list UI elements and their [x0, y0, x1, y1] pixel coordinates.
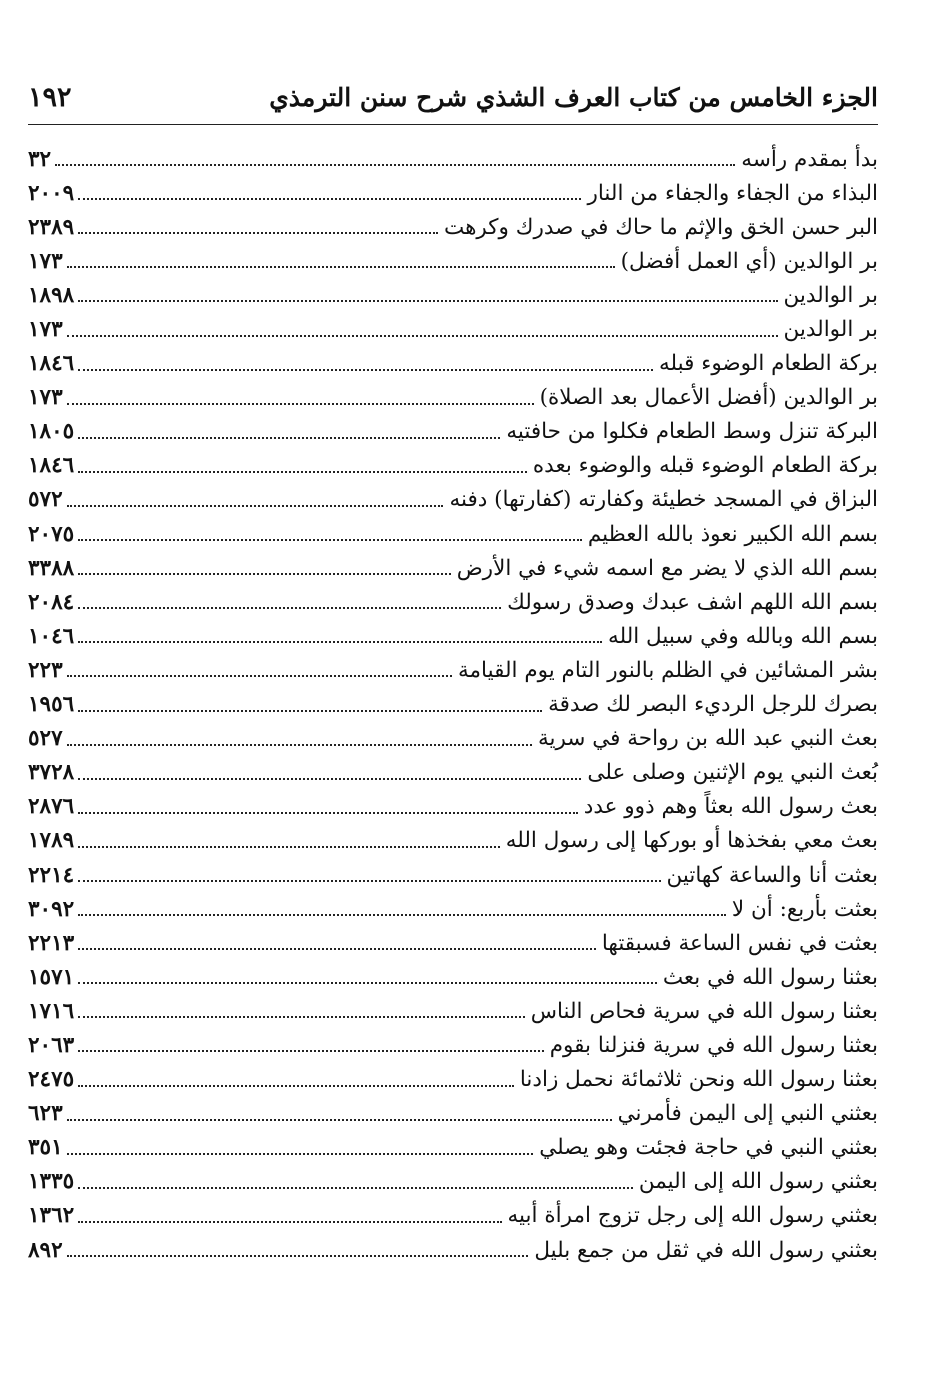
- entry-text: بعثت في نفس الساعة فسبقتها: [601, 930, 878, 956]
- dot-leader: [78, 710, 542, 712]
- dot-leader: [67, 744, 532, 746]
- dot-leader: [67, 1153, 534, 1155]
- index-entry: [28, 278, 878, 312]
- entry-number: ٣٢: [28, 146, 52, 172]
- index-entry: [28, 926, 878, 960]
- entry-number: ١٧١٦: [28, 998, 75, 1024]
- index-entry: [28, 176, 878, 210]
- index-entry: [28, 449, 878, 483]
- entry-number: ١٧٣: [28, 317, 63, 343]
- entry-number: ١٨٤٦: [28, 351, 75, 377]
- index-entry: [28, 142, 878, 176]
- entry-number: ٦٢٣: [28, 1101, 63, 1127]
- dot-leader: [67, 675, 452, 677]
- entry-text: بعثني رسول الله في ثقل من جمع بليل: [534, 1237, 878, 1263]
- entry-text: بعثت بأربع: أن لا: [731, 896, 878, 922]
- entry-text: بعثت أنا والساعة كهاتين: [666, 862, 878, 888]
- index-entry: [28, 483, 878, 517]
- entry-text: بعث النبي عبد الله بن رواحة في سرية: [538, 726, 878, 752]
- entry-text: البذاء من الجفاء والجفاء من النار: [587, 180, 878, 206]
- index-entry: [28, 585, 878, 619]
- dot-leader: [78, 641, 602, 643]
- entry-number: ١٠٤٦: [28, 623, 75, 649]
- dot-leader: [78, 1050, 544, 1052]
- index-entry: [28, 415, 878, 449]
- entry-number: ٢٠٨٤: [28, 589, 75, 615]
- index-entry: [28, 210, 878, 244]
- dot-leader: [78, 573, 450, 575]
- entry-text: البزاق في المسجد خطيئة وكفارته (كفارتها) دفنه: [449, 487, 878, 513]
- entry-text: بر الوالدين: [783, 317, 878, 343]
- index-entry: [28, 517, 878, 551]
- dot-leader: [78, 539, 582, 541]
- index-entry: [28, 1165, 878, 1199]
- entry-number: ١٨٩٨: [28, 282, 75, 308]
- index-entry: [28, 347, 878, 381]
- entry-number: ٢٣٨٩: [28, 214, 75, 240]
- running-title: الجزء الخامس من كتاب العرف الشذي شرح سنن الترمذي: [269, 82, 878, 112]
- page-number: ١٩٢: [28, 81, 72, 113]
- entry-text: بعثني رسول الله إلى اليمن: [638, 1169, 878, 1195]
- entry-text: بسم الله الذي لا يضر مع اسمه شيء في الأرض: [456, 555, 878, 581]
- entry-text: بر الوالدين (أي العمل أفضل): [620, 248, 878, 274]
- entry-text: بر الوالدين (أفضل الأعمال بعد الصلاة): [539, 385, 878, 411]
- dot-leader: [78, 607, 501, 609]
- entry-number: ٣٠٩٢: [28, 896, 75, 922]
- entry-text: بصرك للرجل الرديء البصر لك صدقة: [548, 692, 878, 718]
- index-entry: [28, 858, 878, 892]
- dot-leader: [78, 198, 581, 200]
- entry-text: بعثني رسول الله إلى رجل تزوج امرأة أبيه: [507, 1203, 878, 1229]
- dot-leader: [67, 266, 615, 268]
- page-header: [28, 76, 878, 118]
- index-entry: [28, 790, 878, 824]
- entry-text: بعثنا رسول الله ونحن ثلاثمائة نحمل زادنا: [519, 1067, 878, 1093]
- dot-leader: [78, 369, 653, 371]
- index-entry: [28, 1199, 878, 1233]
- index-entry: [28, 244, 878, 278]
- entry-number: ١٨٤٦: [28, 453, 75, 479]
- index-list: [28, 142, 878, 1267]
- entry-text: بعثني النبي إلى اليمن فأمرني: [617, 1101, 878, 1127]
- dot-leader: [78, 437, 500, 439]
- dot-leader: [78, 300, 777, 302]
- index-entry: [28, 722, 878, 756]
- entry-text: بشر المشائين في الظلم بالنور التام يوم القيامة: [458, 657, 878, 683]
- entry-number: ١٣٦٢: [28, 1203, 75, 1229]
- entry-text: بعث معي بفخذها أو بوركها إلى رسول الله: [505, 828, 878, 854]
- entry-text: البركة تنزل وسط الطعام فكلوا من حافتيه: [506, 419, 878, 445]
- index-entry: [28, 551, 878, 585]
- index-entry: [28, 1097, 878, 1131]
- entry-text: بسم الله اللهم اشف عبدك وصدق رسولك: [507, 589, 878, 615]
- index-entry: [28, 1028, 878, 1062]
- entry-number: ١٩٥٦: [28, 692, 75, 718]
- entry-text: بدأ بمقدم رأسه: [741, 146, 878, 172]
- dot-leader: [78, 1221, 501, 1223]
- index-entry: [28, 653, 878, 687]
- entry-text: بعثني النبي في حاجة فجئت وهو يصلي: [539, 1135, 878, 1161]
- entry-text: بعث رسول الله بعثاً وهم ذوو عدد: [583, 794, 878, 820]
- entry-number: ١٣٣٥: [28, 1169, 75, 1195]
- entry-number: ٥٢٧: [28, 726, 63, 752]
- entry-text: بعثنا رسول الله في سرية فحاص الناس: [530, 998, 878, 1024]
- entry-number: ٢٠٠٩: [28, 180, 75, 206]
- entry-number: ١٧٣: [28, 248, 63, 274]
- entry-number: ١٥٧١: [28, 964, 75, 990]
- header-rule: [28, 124, 878, 125]
- dot-leader: [78, 914, 726, 916]
- entry-number: ١٧٣: [28, 385, 63, 411]
- index-entry: [28, 688, 878, 722]
- dot-leader: [78, 982, 657, 984]
- index-entry: [28, 960, 878, 994]
- index-entry: [28, 824, 878, 858]
- entry-number: ٣٣٨٨: [28, 555, 75, 581]
- entry-number: ٢٢١٤: [28, 862, 75, 888]
- entry-number: ٢٤٧٥: [28, 1067, 75, 1093]
- dot-leader: [78, 1085, 514, 1087]
- index-entry: [28, 1233, 878, 1267]
- index-entry: [28, 619, 878, 653]
- dot-leader: [55, 164, 735, 166]
- entry-text: بسم الله الكبير نعوذ بالله العظيم: [587, 521, 878, 547]
- dot-leader: [67, 1119, 612, 1121]
- entry-number: ٢٠٧٥: [28, 521, 75, 547]
- dot-leader: [78, 778, 581, 780]
- entry-text: بُعث النبي يوم الإثنين وصلى على: [587, 760, 878, 786]
- index-entry: [28, 756, 878, 790]
- index-entry: [28, 892, 878, 926]
- dot-leader: [78, 232, 438, 234]
- dot-leader: [78, 812, 578, 814]
- entry-number: ٣٥١: [28, 1135, 63, 1161]
- entry-number: ٢٢٣: [28, 657, 63, 683]
- index-entry: [28, 1131, 878, 1165]
- dot-leader: [67, 335, 778, 337]
- entry-number: ١٨٠٥: [28, 419, 75, 445]
- entry-text: بعثنا رسول الله في بعث: [662, 964, 878, 990]
- entry-number: ٥٧٢: [28, 487, 63, 513]
- index-entry: [28, 994, 878, 1028]
- dot-leader: [78, 1187, 633, 1189]
- entry-text: البر حسن الخق والإثم ما حاك في صدرك وكرهت: [443, 214, 878, 240]
- entry-text: بر الوالدين: [783, 282, 878, 308]
- entry-number: ١٧٨٩: [28, 828, 75, 854]
- dot-leader: [78, 846, 500, 848]
- entry-number: ٨٩٢: [28, 1237, 63, 1263]
- index-entry: [28, 312, 878, 346]
- entry-text: بعثنا رسول الله في سرية فنزلنا بقوم: [549, 1032, 878, 1058]
- dot-leader: [67, 403, 534, 405]
- index-entry: [28, 1063, 878, 1097]
- entry-text: بركة الطعام الوضوء قبله والوضوء بعده: [532, 453, 878, 479]
- dot-leader: [78, 880, 660, 882]
- index-entry: [28, 381, 878, 415]
- entry-number: ٢٢١٣: [28, 930, 75, 956]
- dot-leader: [78, 948, 596, 950]
- dot-leader: [78, 1016, 525, 1018]
- entry-number: ٢٨٧٦: [28, 794, 75, 820]
- entry-text: بركة الطعام الوضوء قبله: [658, 351, 878, 377]
- entry-text: بسم الله وبالله وفي سبيل الله: [608, 623, 878, 649]
- entry-number: ٣٧٢٨: [28, 760, 75, 786]
- dot-leader: [67, 1255, 529, 1257]
- dot-leader: [78, 471, 527, 473]
- entry-number: ٢٠٦٣: [28, 1032, 75, 1058]
- dot-leader: [67, 505, 444, 507]
